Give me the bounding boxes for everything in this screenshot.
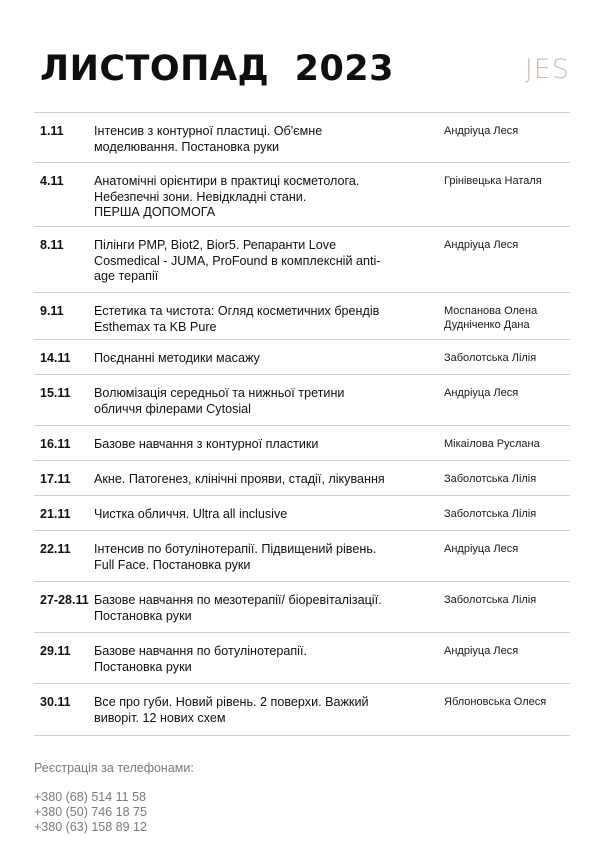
phone-number[interactable]: +380 (50) 746 18 75	[34, 805, 147, 819]
event-title-line: моделювання. Постановка руки	[94, 139, 280, 154]
schedule-row	[34, 633, 570, 684]
event-title-line: Full Face. Постановка руки	[94, 557, 251, 572]
event-date: 27-28.11	[40, 593, 89, 607]
schedule-row	[34, 113, 570, 163]
event-title-line: Акне. Патогенез, клінічні прояви, стадії, лікування	[94, 472, 385, 486]
speaker-name: Заболотська Лілія	[444, 594, 537, 606]
speaker-name: Андріуца Леся	[444, 543, 519, 555]
speaker-name: Грінівецька Наталя	[444, 175, 542, 187]
event-date: 4.11	[40, 174, 64, 188]
event-title	[94, 437, 444, 453]
event-date: 21.11	[40, 507, 71, 521]
event-title-line: Esthemax та KB Pure	[94, 319, 217, 334]
event-speaker	[444, 644, 570, 658]
event-title	[94, 542, 444, 573]
event-speaker	[444, 593, 570, 607]
speaker-name: Заболотська Лілія	[444, 508, 537, 520]
speaker-name: Моспанова Олена	[444, 305, 538, 317]
schedule-row	[34, 426, 570, 461]
event-title-line: Все про губи. Новий рівень. 2 поверхи. Важкий	[94, 695, 369, 709]
event-title-line: Естетика та чистота: Огляд косметичних брендів	[94, 304, 380, 318]
schedule-row	[34, 684, 570, 736]
event-title	[94, 124, 444, 155]
event-speaker	[444, 351, 570, 365]
event-title-line: Cosmedical - JUMA, ProFound в комплексній anti-	[94, 253, 381, 268]
registration-footer	[34, 760, 194, 835]
event-speaker	[444, 695, 570, 709]
speaker-name: Яблоновська Олеся	[444, 696, 547, 708]
event-title-line: Анатомічні орієнтири в практиці косметолога.	[94, 174, 360, 188]
event-title	[94, 351, 444, 367]
schedule-row	[34, 461, 570, 496]
schedule-row	[34, 582, 570, 633]
schedule-row	[34, 163, 570, 227]
event-title	[94, 304, 444, 335]
event-speaker	[444, 124, 570, 138]
schedule-row	[34, 375, 570, 426]
event-speaker	[444, 507, 570, 521]
page-title: ЛИСТОПАД 2023	[40, 49, 395, 89]
brand-logo: JES	[524, 54, 570, 85]
event-title-line: обличчя філерами Cytosial	[94, 401, 251, 416]
event-title-line: Волюмізація середньої та нижньої третини	[94, 386, 345, 400]
phone-list	[34, 790, 194, 835]
event-title	[94, 238, 444, 285]
event-title-line: Інтенсив по ботулінотерапії. Підвищений рівень.	[94, 542, 377, 556]
event-speaker	[444, 174, 570, 188]
schedule-row	[34, 227, 570, 293]
event-title	[94, 174, 444, 221]
speaker-name: Андріуца Леся	[444, 645, 519, 657]
speaker-name: Андріуца Леся	[444, 239, 519, 251]
event-title-line: Постановка руки	[94, 608, 192, 623]
speaker-name: Заболотська Лілія	[444, 352, 537, 364]
event-date: 9.11	[40, 304, 64, 318]
phone-number[interactable]: +380 (63) 158 89 12	[34, 820, 147, 834]
event-date: 16.11	[40, 437, 71, 451]
event-title-line: виворіт. 12 нових схем	[94, 710, 226, 725]
event-speaker	[444, 386, 570, 400]
speaker-name: Заболотська Лілія	[444, 473, 537, 485]
event-speaker	[444, 437, 570, 451]
event-title	[94, 695, 444, 726]
event-title-line: age терапії	[94, 269, 159, 283]
event-title-line: Інтенсив з контурної пластиці. Об'ємне	[94, 124, 323, 138]
event-title-line: Небезпечні зони. Невідкладні стани.	[94, 189, 307, 204]
schedule-table	[34, 112, 570, 736]
event-title-line: Базове навчання по мезотерапії/ біоревіталізації.	[94, 593, 382, 607]
speaker-name: Дудніченко Дана	[444, 319, 530, 331]
schedule-row	[34, 340, 570, 375]
schedule-row	[34, 496, 570, 531]
event-speaker	[444, 304, 570, 332]
event-title	[94, 644, 444, 675]
event-title	[94, 507, 444, 523]
event-title	[94, 472, 444, 488]
event-date: 14.11	[40, 351, 71, 365]
event-title-line: Пілінги PMP, Biot2, Bior5. Репаранти Love	[94, 238, 337, 252]
schedule-row	[34, 531, 570, 582]
event-title	[94, 593, 444, 624]
event-title	[94, 386, 444, 417]
event-speaker	[444, 472, 570, 486]
registration-label: Реєстрація за телефонами:	[34, 761, 194, 775]
event-title-line: Базове навчання по ботулінотерапії.	[94, 644, 307, 658]
event-speaker	[444, 238, 570, 252]
event-speaker	[444, 542, 570, 556]
event-date: 17.11	[40, 472, 71, 486]
schedule-row	[34, 293, 570, 340]
event-date: 30.11	[40, 695, 71, 709]
phone-number[interactable]: +380 (68) 514 11 58	[34, 790, 147, 804]
speaker-name: Андріуца Леся	[444, 387, 519, 399]
event-date: 29.11	[40, 644, 71, 658]
event-date: 1.11	[40, 124, 64, 138]
event-date: 8.11	[40, 238, 64, 252]
speaker-name: Мікаілова Руслана	[444, 438, 540, 450]
event-title-line: Базове навчання з контурної пластики	[94, 437, 319, 451]
event-date: 22.11	[40, 542, 71, 556]
event-title-line: Чистка обличчя. Ultra all inclusive	[94, 507, 288, 521]
event-title-line: Поєднанні методики масажу	[94, 351, 260, 365]
event-title-line: Постановка руки	[94, 659, 192, 674]
event-date: 15.11	[40, 386, 71, 400]
event-title-line: ПЕРША ДОПОМОГА	[94, 205, 216, 219]
speaker-name: Андріуца Леся	[444, 125, 519, 137]
